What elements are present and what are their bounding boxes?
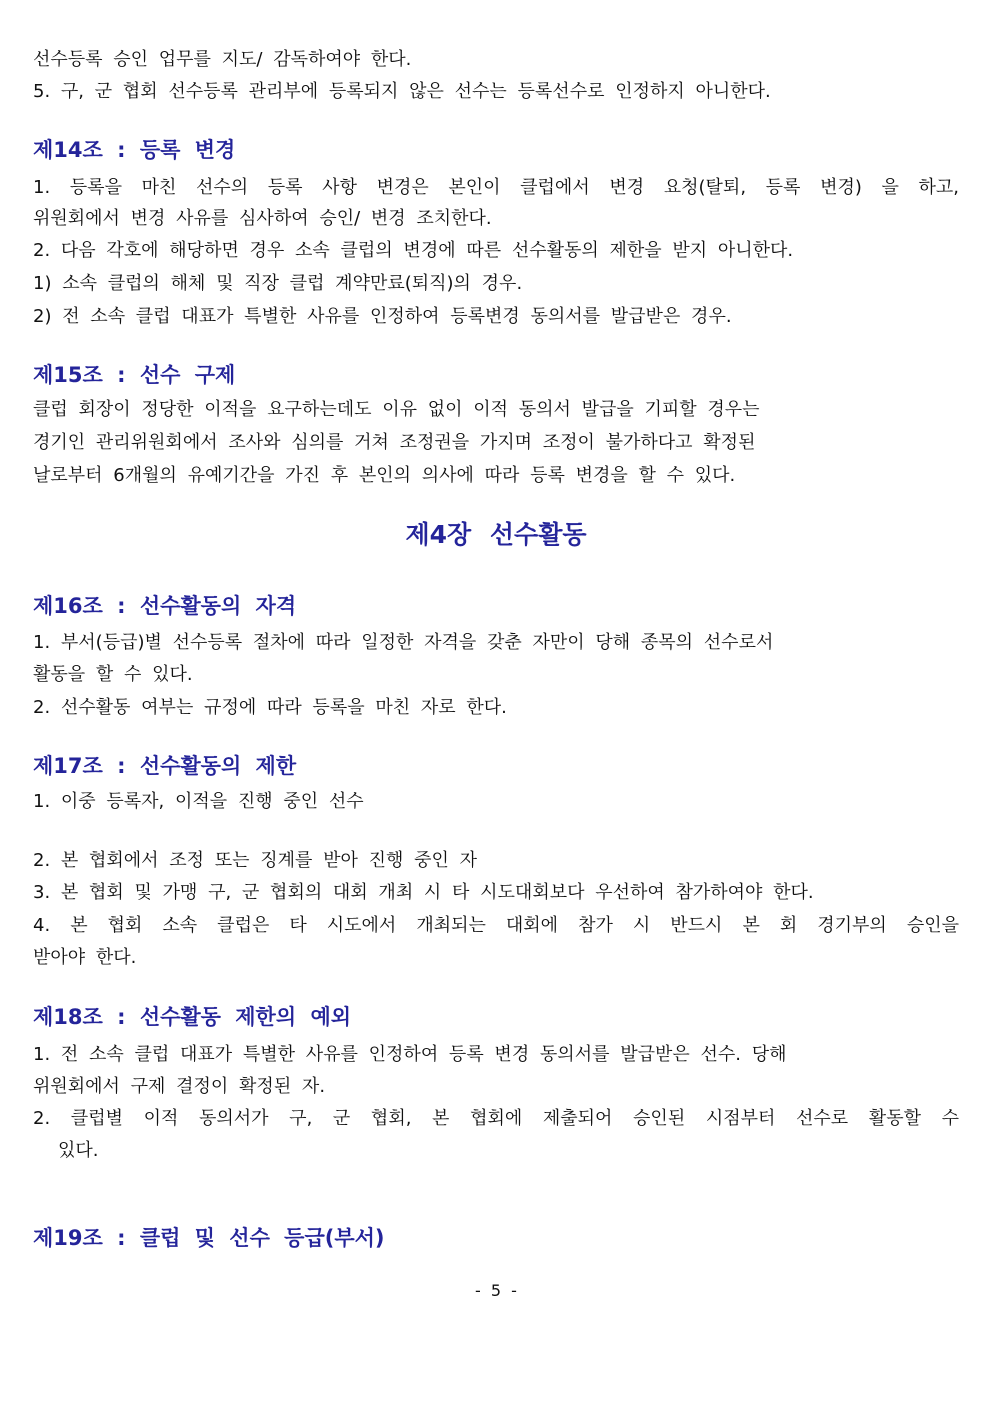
page-number: - 5 - — [475, 1281, 517, 1300]
article-14-item: 1) 소속 클럽의 해체 및 직장 클럽 계약만료(퇴직)의 경우. — [33, 273, 523, 294]
article-18-item: 2. 클럽별 이적 동의서가 구, 군 협회, 본 협회에 제출되어 승인된 시점부터 선수로 활동할 수 — [33, 1108, 959, 1129]
article-18-item: 위원회에서 구제 결정이 확정된 자. — [33, 1076, 326, 1097]
article-15-heading: 제15조 : 선수 구제 — [33, 363, 236, 387]
article-17-item: 4. 본 협회 소속 클럽은 타 시도에서 개최되는 대회에 참가 시 반드시 본 회 경기부의 승인을 — [33, 915, 959, 936]
article-18-item: 있다. — [58, 1140, 99, 1161]
article-15-text: 날로부터 6개월의 유예기간을 가진 후 본인의 의사에 따라 등록 변경을 할 수 있다. — [33, 465, 736, 486]
article-17-item: 받아야 한다. — [33, 947, 137, 968]
chapter-heading: 제4장 선수활동 — [405, 520, 587, 549]
article-14-item: 위원회에서 변경 사유를 심사하여 승인/ 변경 조치한다. — [33, 208, 492, 229]
article-15-text: 경기인 관리위원회에서 조사와 심의를 거쳐 조정권을 가지며 조정이 불가하다고 확정된 — [33, 432, 756, 453]
article-14-heading: 제14조 : 등록 변경 — [33, 138, 236, 162]
text-line: 5. 구, 군 협회 선수등록 관리부에 등록되지 않은 선수는 등록선수로 인정하지 아니한다. — [33, 81, 771, 102]
article-18-item: 1. 전 소속 클럽 대표가 특별한 사유를 인정하여 등록 변경 동의서를 발급받은 선수. 당해 — [33, 1044, 787, 1065]
article-16-item: 2. 선수활동 여부는 규정에 따라 등록을 마친 자로 한다. — [33, 697, 507, 718]
article-14-item: 2. 다음 각호에 해당하면 경우 소속 클럽의 변경에 따른 선수활동의 제한을 받지 아니한다. — [33, 240, 794, 261]
article-19-heading: 제19조 : 클럽 및 선수 등급(부서) — [33, 1226, 385, 1250]
article-18-heading: 제18조 : 선수활동 제한의 예외 — [33, 1005, 352, 1029]
article-16-heading: 제16조 : 선수활동의 자격 — [33, 594, 297, 618]
article-15-text: 클럽 회장이 정당한 이적을 요구하는데도 이유 없이 이적 동의서 발급을 기피할 경우는 — [33, 399, 760, 420]
article-17-item: 3. 본 협회 및 가맹 구, 군 협회의 대회 개최 시 타 시도대회보다 우선하여 참가하여야 한다. — [33, 882, 814, 903]
article-16-item: 활동을 할 수 있다. — [33, 664, 193, 685]
text-line: 선수등록 승인 업무를 지도/ 감독하여야 한다. — [33, 49, 412, 70]
article-17-item: 2. 본 협회에서 조정 또는 징계를 받아 진행 중인 자 — [33, 850, 478, 871]
article-14-item: 1. 등록을 마친 선수의 등록 사항 변경은 본인이 클럽에서 변경 요청(탈퇴, 등록 변경) 을 하고, — [33, 177, 959, 198]
article-17-heading: 제17조 : 선수활동의 제한 — [33, 754, 297, 778]
article-16-item: 1. 부서(등급)별 선수등록 절차에 따라 일정한 자격을 갖춘 자만이 당해 종목의 선수로서 — [33, 632, 774, 653]
article-14-item: 2) 전 소속 클럽 대표가 특별한 사유를 인정하여 등록변경 동의서를 발급받은 경우. — [33, 306, 732, 327]
article-17-item: 1. 이중 등록자, 이적을 진행 중인 선수 — [33, 791, 364, 812]
